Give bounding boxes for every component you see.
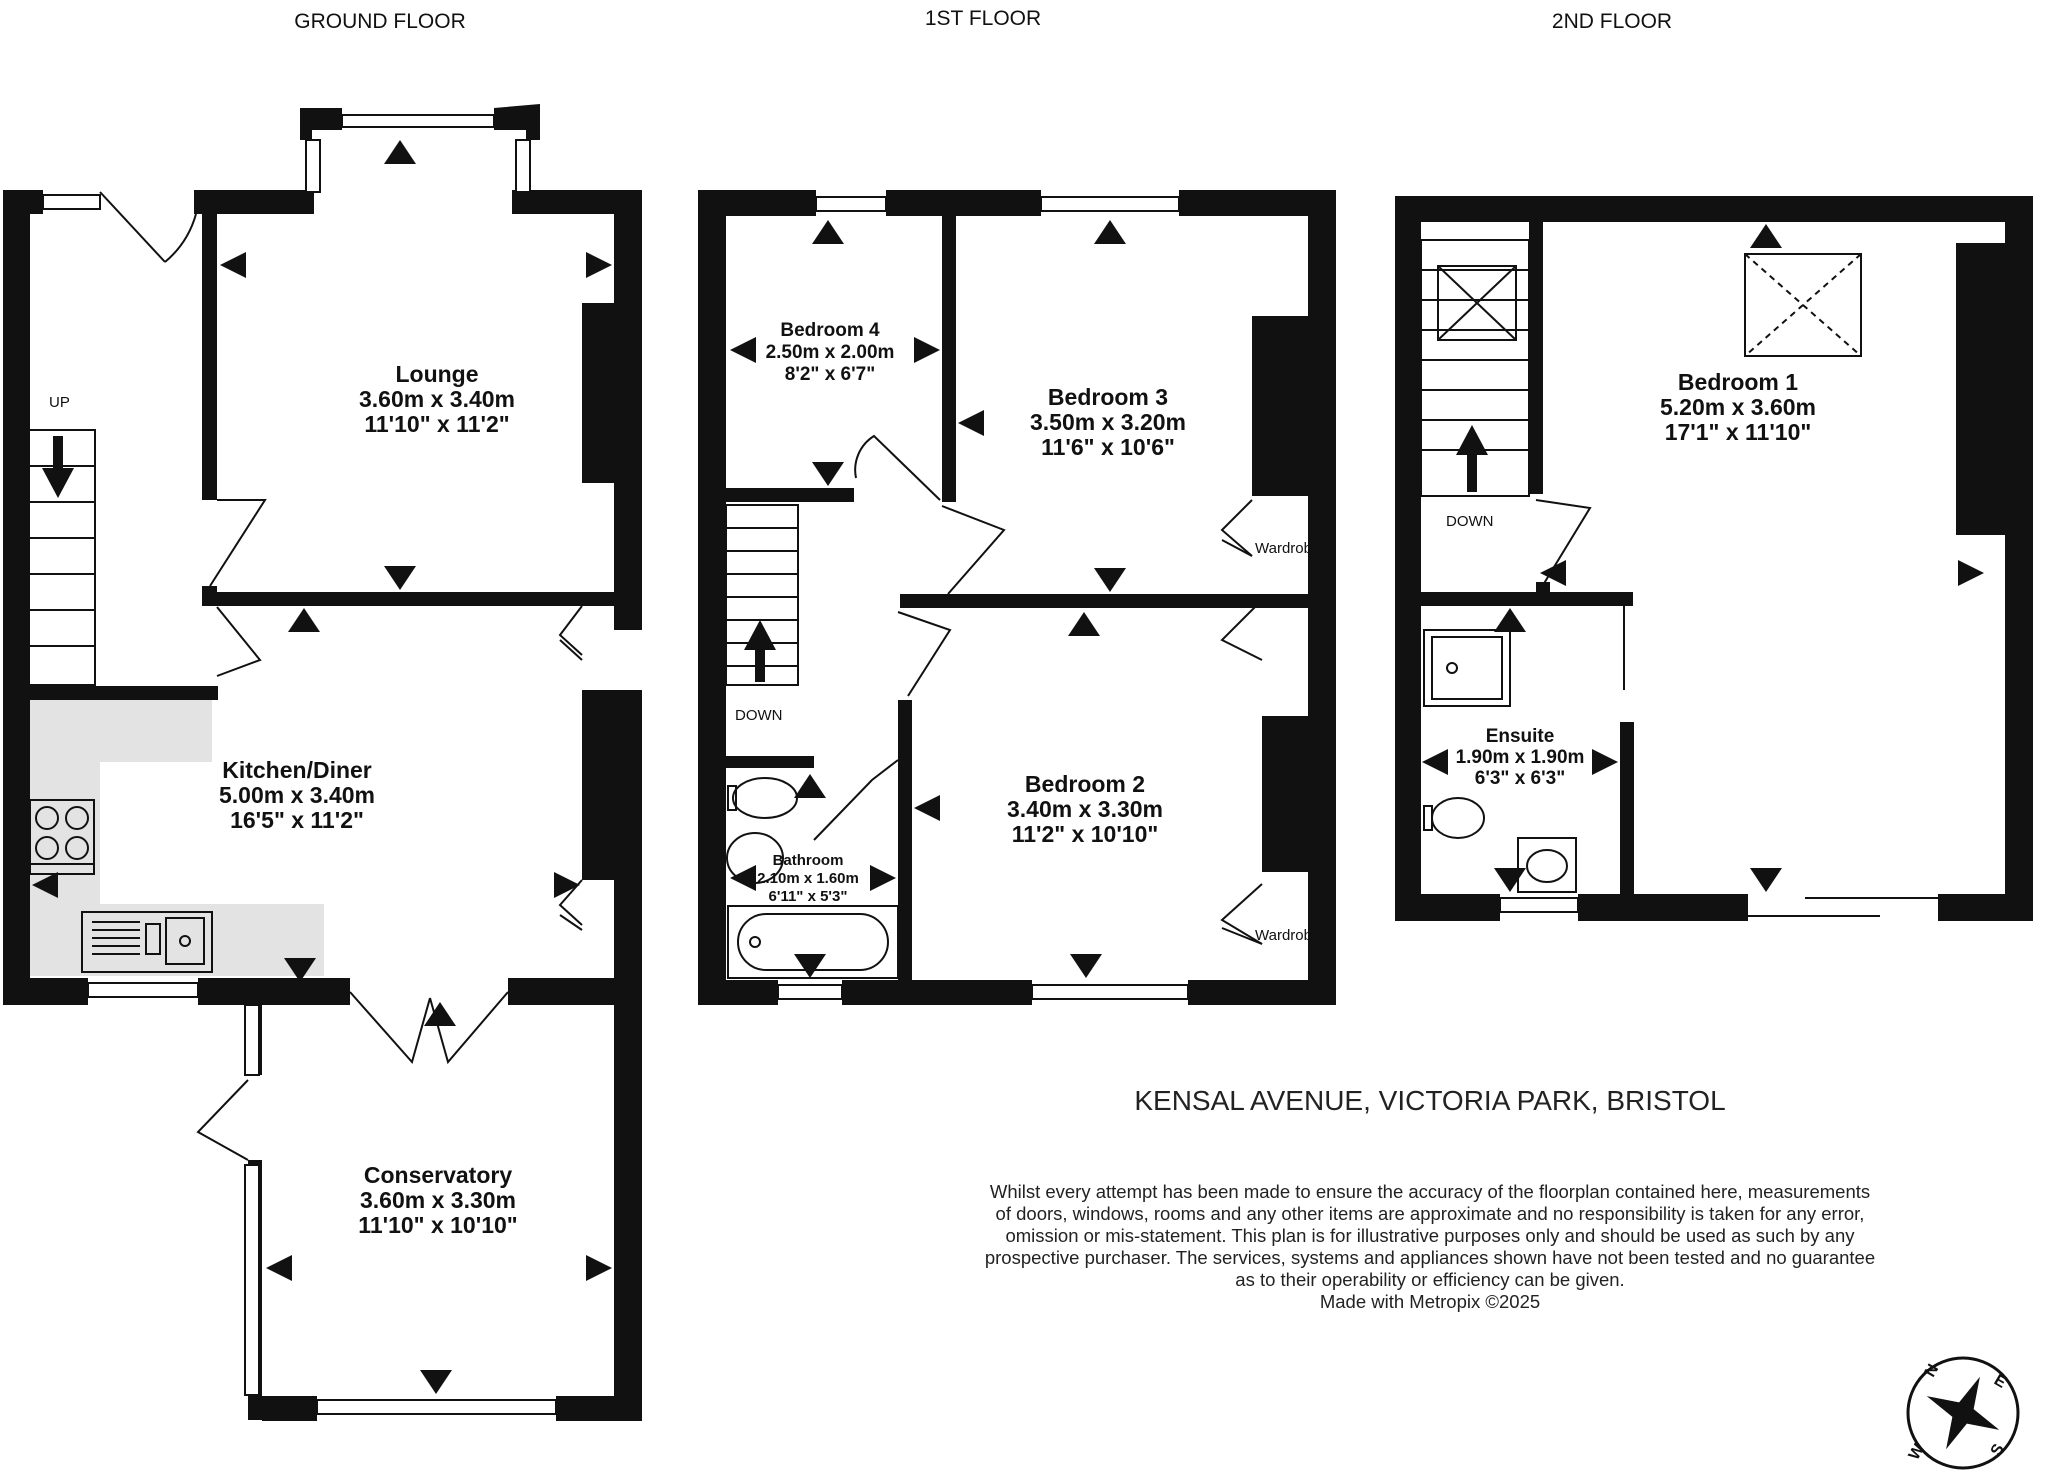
bedroom4-name: Bedroom 4: [780, 320, 880, 341]
bedroom1-name: Bedroom 1: [1677, 369, 1799, 395]
disclaimer: [985, 1181, 1875, 1312]
lounge-name: Lounge: [395, 361, 479, 387]
bedroom2-metric: 3.40m x 3.30m: [1006, 796, 1164, 822]
conservatory-name: Conservatory: [363, 1162, 513, 1188]
bedroom3-name: Bedroom 3: [1047, 384, 1169, 410]
ground-stairs: [23, 430, 95, 685]
lounge-imperial: 11'10" x 11'2": [364, 411, 510, 437]
compass-s: S: [1987, 1441, 2008, 1459]
bedroom3-metric: 3.50m x 3.20m: [1029, 409, 1187, 435]
disclaimer-line-2: of doors, windows, rooms and any other items are approximate and no responsibility is taken for any error,: [995, 1203, 1865, 1224]
conservatory-metric: 3.60m x 3.30m: [359, 1187, 517, 1213]
bedroom1-imperial: 17'1" x 11'10": [1664, 419, 1812, 445]
ensuite-name: Ensuite: [1485, 726, 1555, 747]
compass-n: N: [1921, 1361, 1943, 1380]
wardrobe-label-2: Wardrob: [1255, 927, 1312, 944]
disclaimer-line-6: Made with Metropix ©2025: [1319, 1291, 1541, 1312]
ensuite-imperial: 6'3" x 6'3": [1474, 768, 1566, 789]
bathroom-metric: 2.10m x 1.60m: [757, 870, 859, 887]
bedroom2-imperial: 11'2" x 10'10": [1011, 821, 1159, 847]
ground-floor-title: GROUND FLOOR: [294, 10, 466, 33]
lounge-metric: 3.60m x 3.40m: [358, 386, 516, 412]
conservatory-imperial: 11'10" x 10'10": [358, 1212, 518, 1238]
bedroom2-name: Bedroom 2: [1024, 771, 1146, 797]
disclaimer-line-4: prospective purchaser. The services, systems and appliances shown have not been tested and no guarantee: [984, 1247, 1876, 1268]
skylight-icon: [1745, 254, 1861, 356]
bedroom1-metric: 5.20m x 3.60m: [1659, 394, 1817, 420]
bedroom4-imperial: 8'2" x 6'7": [784, 364, 876, 385]
kitchen-name: Kitchen/Diner: [222, 757, 372, 783]
compass-w: W: [1905, 1441, 1929, 1463]
second-stairs: [1421, 240, 1529, 496]
stairs-up-label: UP: [49, 394, 70, 411]
wardrobe-label-1: Wardrob: [1255, 540, 1312, 557]
compass-icon: [1906, 1358, 2018, 1468]
disclaimer-line-3: omission or mis-statement. This plan is for illustrative purposes only and should be used as such by any: [1005, 1225, 1855, 1246]
kitchen-metric: 5.00m x 3.40m: [218, 782, 376, 808]
stairs-down-label-second: DOWN: [1446, 513, 1494, 530]
first-stairs: [726, 505, 798, 685]
stairs-down-label-first: DOWN: [735, 707, 783, 724]
disclaimer-line-5: as to their operability or efficiency can be given.: [1235, 1269, 1625, 1290]
bathroom-imperial: 6'11" x 5'3": [768, 888, 848, 905]
disclaimer-line-1: Whilst every attempt has been made to ensure the accuracy of the floorplan contained here, measurements: [989, 1181, 1871, 1202]
bedroom4-metric: 2.50m x 2.00m: [765, 342, 895, 363]
kitchen-imperial: 16'5" x 11'2": [230, 807, 364, 833]
bedroom3-imperial: 11'6" x 10'6": [1041, 434, 1175, 460]
bathroom-name: Bathroom: [772, 852, 844, 869]
property-address: KENSAL AVENUE, VICTORIA PARK, BRISTOL: [1134, 1085, 1726, 1116]
second-floor-title: 2ND FLOOR: [1551, 10, 1673, 33]
first-floor-title: 1ST FLOOR: [924, 7, 1042, 30]
first-floor-plan: [698, 190, 1336, 1005]
ground-floor-plan: [3, 104, 642, 1421]
second-floor-plan: [1395, 196, 2033, 921]
ensuite-metric: 1.90m x 1.90m: [1455, 747, 1585, 768]
compass-e: E: [1991, 1371, 2009, 1392]
